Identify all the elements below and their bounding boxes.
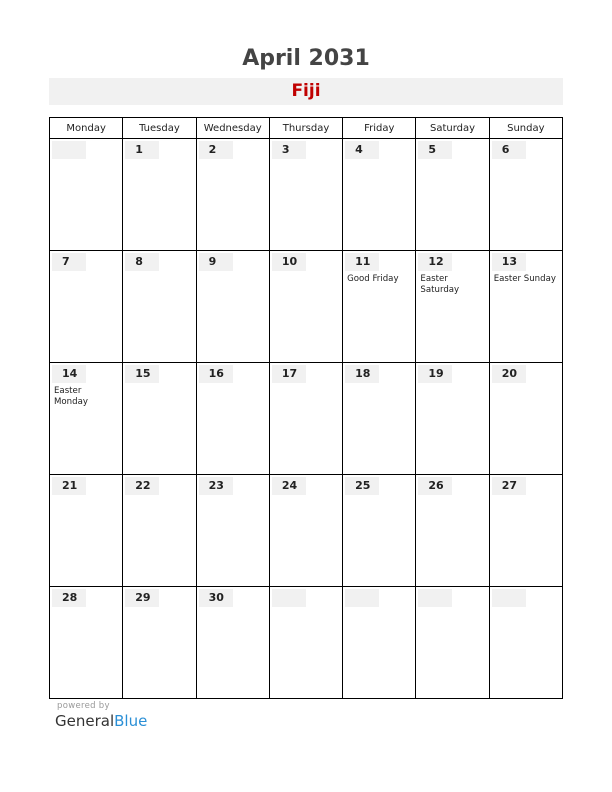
day-number: 18 xyxy=(345,365,379,383)
day-cell xyxy=(196,139,269,251)
day-cell xyxy=(50,475,123,587)
day-number xyxy=(52,141,86,159)
day-cell xyxy=(489,363,562,475)
weekday-header-row xyxy=(50,118,563,139)
day-cell xyxy=(343,139,416,251)
day-number: 6 xyxy=(492,141,526,159)
weekday-header: Tuesday xyxy=(123,118,196,139)
day-cell xyxy=(269,363,342,475)
day-cell xyxy=(269,139,342,251)
day-number: 8 xyxy=(125,253,159,271)
week-row xyxy=(50,139,563,251)
country-name: Fiji xyxy=(49,78,563,105)
week-row xyxy=(50,251,563,363)
day-cell xyxy=(123,587,196,699)
day-cell xyxy=(269,251,342,363)
day-number: 3 xyxy=(272,141,306,159)
day-cell xyxy=(123,251,196,363)
day-number: 20 xyxy=(492,365,526,383)
day-cell xyxy=(269,587,342,699)
day-cell xyxy=(343,251,416,363)
day-cell xyxy=(50,251,123,363)
day-number: 24 xyxy=(272,477,306,495)
day-cell xyxy=(196,587,269,699)
day-number: 9 xyxy=(199,253,233,271)
day-number: 1 xyxy=(125,141,159,159)
day-cell xyxy=(416,587,489,699)
day-number: 13 xyxy=(492,253,526,271)
day-number: 21 xyxy=(52,477,86,495)
day-number: 19 xyxy=(418,365,452,383)
day-cell xyxy=(50,139,123,251)
day-number: 12 xyxy=(418,253,452,271)
weekday-header: Friday xyxy=(343,118,416,139)
week-row xyxy=(50,587,563,699)
day-number: 16 xyxy=(199,365,233,383)
day-cell xyxy=(489,139,562,251)
day-number: 27 xyxy=(492,477,526,495)
day-number xyxy=(272,589,306,607)
brand-logo[interactable] xyxy=(55,712,147,730)
day-cell xyxy=(343,587,416,699)
day-number: 17 xyxy=(272,365,306,383)
page-title: April 2031 xyxy=(242,46,370,71)
day-number: 29 xyxy=(125,589,159,607)
day-number: 7 xyxy=(52,253,86,271)
week-row xyxy=(50,475,563,587)
day-number: 2 xyxy=(199,141,233,159)
day-cell xyxy=(343,475,416,587)
powered-by-text: powered by xyxy=(57,701,110,711)
day-number: 22 xyxy=(125,477,159,495)
day-cell xyxy=(416,363,489,475)
day-number: 23 xyxy=(199,477,233,495)
day-cell xyxy=(123,475,196,587)
day-number: 30 xyxy=(199,589,233,607)
calendar-grid xyxy=(49,117,563,699)
day-number: 14 xyxy=(52,365,86,383)
day-number xyxy=(418,589,452,607)
week-row xyxy=(50,363,563,475)
day-cell xyxy=(489,587,562,699)
weekday-header: Saturday xyxy=(416,118,489,139)
day-cell xyxy=(489,251,562,363)
weekday-header: Thursday xyxy=(269,118,342,139)
day-number xyxy=(345,589,379,607)
day-cell xyxy=(416,475,489,587)
day-number: 5 xyxy=(418,141,452,159)
day-number: 26 xyxy=(418,477,452,495)
day-number: 25 xyxy=(345,477,379,495)
brand-name-part2: Blue xyxy=(114,712,148,730)
day-cell xyxy=(196,475,269,587)
brand-name-part1: General xyxy=(55,712,115,730)
day-number: 10 xyxy=(272,253,306,271)
holiday-label: Easter Saturday xyxy=(420,274,460,295)
day-cell xyxy=(196,363,269,475)
day-number: 4 xyxy=(345,141,379,159)
holiday-label: Easter Monday xyxy=(54,386,88,407)
day-number xyxy=(492,589,526,607)
holiday-label: Easter Sunday xyxy=(493,274,556,284)
day-cell xyxy=(269,475,342,587)
day-number: 15 xyxy=(125,365,159,383)
weekday-header: Sunday xyxy=(489,118,562,139)
day-cell xyxy=(50,363,123,475)
day-number: 11 xyxy=(345,253,379,271)
day-cell xyxy=(123,363,196,475)
weekday-header: Monday xyxy=(50,118,123,139)
holiday-label: Good Friday xyxy=(347,274,399,284)
day-cell xyxy=(416,139,489,251)
day-number: 28 xyxy=(52,589,86,607)
day-cell xyxy=(123,139,196,251)
day-cell xyxy=(50,587,123,699)
day-cell xyxy=(489,475,562,587)
day-cell xyxy=(416,251,489,363)
weekday-header: Wednesday xyxy=(196,118,269,139)
day-cell xyxy=(196,251,269,363)
day-cell xyxy=(343,363,416,475)
